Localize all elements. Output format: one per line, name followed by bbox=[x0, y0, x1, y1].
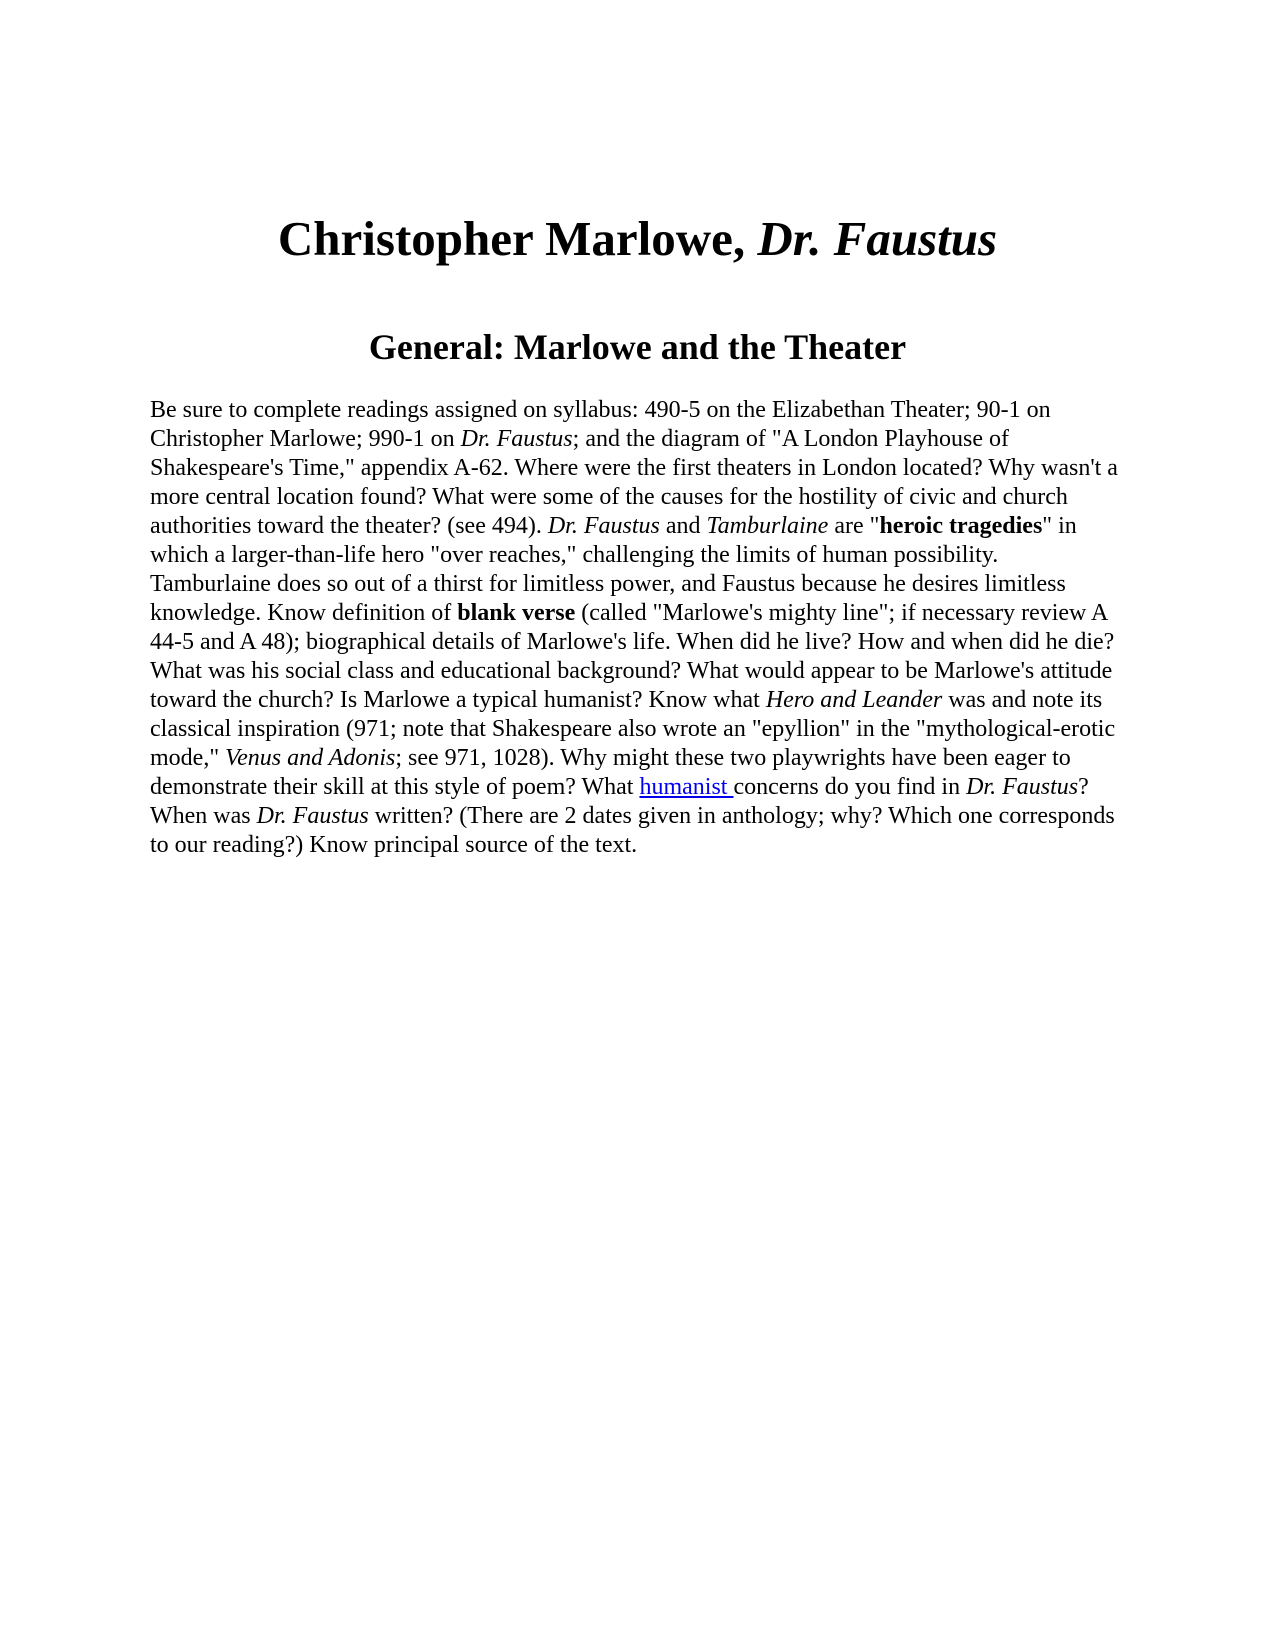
work-title-tamburlaine: Tamburlaine bbox=[706, 513, 829, 539]
work-title-faustus: Dr. Faustus bbox=[256, 803, 369, 829]
work-title-venus-and-adonis: Venus and Adonis bbox=[225, 745, 396, 771]
text-segment: concerns do you find in bbox=[733, 774, 967, 800]
text-segment: (called "Marlowe's mighty line"; if necessary review A 44-5 and A 48); biographical details of Marlowe's life. When did he live? How and when did he die? What was his social class and educational background? What would appear to be Marlowe's attitude toward the church? Is Marlowe a typical humanist? Know what bbox=[150, 600, 1115, 713]
section-heading: General: Marlowe and the Theater bbox=[368, 327, 907, 367]
term-heroic-tragedies: heroic tragedies bbox=[879, 513, 1043, 539]
work-title-hero-and-leander: Hero and Leander bbox=[765, 687, 943, 713]
text-segment: are " bbox=[828, 513, 880, 539]
title-author: Christopher Marlowe, bbox=[277, 211, 758, 266]
work-title-faustus: Dr. Faustus bbox=[547, 513, 660, 539]
body-paragraph bbox=[150, 396, 1120, 860]
text-segment: was and note its classical inspiration (971; note that Shakespeare also wrote an "epyllion" in the "mythological-erotic mode," bbox=[150, 687, 1116, 771]
text-segment: ; see 971, 1028). Why might these two playwrights have been eager to demonstrate their skill at this style of poem? What bbox=[150, 745, 1071, 800]
work-title-faustus: Dr. Faustus bbox=[966, 774, 1079, 800]
text-segment: Be sure to complete readings assigned on syllabus: 490-5 on the Elizabethan Theater; 90-1 on Christopher Marlowe; 990-1 on bbox=[150, 397, 1051, 452]
title-work: Dr. Faustus bbox=[757, 211, 998, 266]
humanist-link[interactable]: humanist bbox=[639, 774, 734, 800]
text-segment: ; and the diagram of "A London Playhouse of Shakespeare's Time," appendix A-62. Where were the first theaters in London located? Why wasn't a more central location found? What were some of the causes for the hostility of civic and church authorities toward the theater? (see 494). bbox=[150, 426, 1118, 539]
text-segment: ? When was bbox=[150, 774, 1089, 829]
text-segment: written? (There are 2 dates given in anthology; why? Which one corresponds to our reading?) Know principal source of the text. bbox=[150, 803, 1115, 858]
page-title bbox=[0, 210, 1275, 268]
text-segment: and bbox=[659, 513, 707, 539]
term-blank-verse: blank verse bbox=[457, 600, 576, 626]
work-title-faustus: Dr. Faustus bbox=[460, 426, 573, 452]
text-segment: " in which a larger-than-life hero "over reaches," challenging the limits of human possibility. Tamburlaine does so out of a thirst for limitless power, and Faustus because he desires limitless knowledge. Know definition of bbox=[150, 513, 1077, 626]
